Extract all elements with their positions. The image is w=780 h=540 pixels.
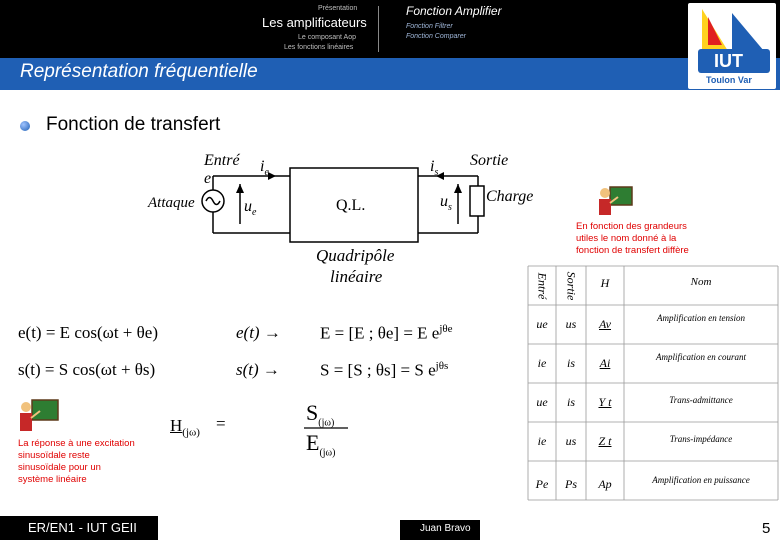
page-number: 5 — [762, 520, 771, 537]
label-us: $u_s$ — [440, 193, 452, 214]
nav-section-title[interactable]: Fonction Amplifier — [406, 4, 502, 18]
label-attaque: Attaque — [148, 195, 195, 211]
slide-title: Représentation fréquentielle — [20, 61, 258, 82]
nav-aop[interactable]: Le composant Aop — [298, 34, 356, 41]
note-top: En fonction des grandeurs utiles le nom donné à la fonction de transfert diffère — [576, 221, 689, 256]
label-sortie: Sortie — [470, 152, 509, 169]
label-quadripole: Quadripôle — [316, 246, 395, 265]
logo-subtext: Toulon Var — [706, 75, 752, 85]
logo-text: IUT — [714, 51, 743, 71]
note-bottom: La réponse à une excitation sinusoïdale reste sinusoïdale pour un système linéaire — [18, 438, 135, 485]
equation-H: $H_{(j\omega)}$ — [170, 416, 200, 439]
bullet-heading: Fonction de transfert — [46, 114, 221, 135]
footer-course: ER/EN1 - IUT GEII — [28, 520, 137, 535]
table-cell: Ap — [598, 477, 612, 491]
table-cell: ie — [537, 434, 547, 448]
table-cell: is — [566, 356, 575, 370]
nav-filtrer[interactable]: Fonction Filtrer — [406, 23, 453, 30]
table-cell: us — [565, 434, 577, 448]
table-cell: is — [566, 395, 575, 409]
label-ue: $u_e$ — [244, 198, 257, 219]
equation-E-complex: E = [E ; θe] = E $e^{j\theta e}$ — [320, 323, 453, 343]
equation-e-arrow: e(t) → — [236, 323, 281, 342]
table-cell: Trans-admittance — [669, 395, 733, 405]
table-cell: ie — [537, 356, 547, 370]
nav-course-title[interactable]: Les amplificateurs — [262, 15, 367, 30]
table-header-h: H — [600, 276, 610, 290]
equation-s-t: s(t) = S cos(ωt + θs) — [18, 360, 156, 379]
teacher-board-icon — [596, 183, 634, 219]
table-cell: ue — [536, 395, 548, 409]
equation-S-complex: S = [S ; θs] = S $e^{j\theta s}$ — [320, 360, 449, 380]
label-charge: Charge — [486, 188, 534, 205]
label-is: $i_s$ — [430, 158, 439, 179]
table-cell: Amplification en puissance — [652, 475, 750, 485]
footer-author: Juan Bravo — [420, 523, 471, 534]
nav-lineaires[interactable]: Les fonctions linéaires — [284, 44, 354, 51]
table-cell: Av — [599, 317, 611, 331]
nav-comparer[interactable]: Fonction Comparer — [406, 33, 466, 40]
table-cell: Amplification en tension — [657, 313, 745, 323]
table-header-sortie: Sortie — [564, 271, 579, 300]
table-cell: Z t — [598, 434, 612, 448]
label-lineaire: linéaire — [330, 267, 383, 286]
equation-s-arrow: s(t) → — [236, 360, 280, 379]
label-ql: Q.L. — [336, 197, 366, 214]
table-cell: Trans-impédance — [669, 434, 733, 444]
label-entre-e: e — [204, 170, 212, 187]
table-cell: Amplification en courant — [656, 352, 746, 362]
table-header-entre: Entré — [535, 272, 550, 299]
teacher-board-icon-bottom — [16, 396, 60, 436]
nav-presentation[interactable]: Présentation — [318, 5, 358, 12]
table-cell: Ai — [599, 356, 611, 370]
equation-numerator: $S_{(j\omega)}$ — [306, 400, 335, 429]
table-header-nom: Nom — [690, 276, 712, 288]
label-entre: Entré — [204, 152, 240, 169]
table-cell: Pe — [535, 477, 549, 491]
table-cell: Y t — [598, 395, 612, 409]
table-cell: us — [565, 317, 577, 331]
equation-equals: = — [216, 414, 226, 433]
table-cell: ue — [536, 317, 548, 331]
label-ie: $i_e$ — [260, 158, 269, 179]
table-cell: Ps — [565, 477, 577, 491]
equation-e-t: e(t) = E cos(ωt + θe) — [18, 323, 158, 342]
equation-denominator: $E_{(j\omega)}$ — [306, 430, 336, 459]
